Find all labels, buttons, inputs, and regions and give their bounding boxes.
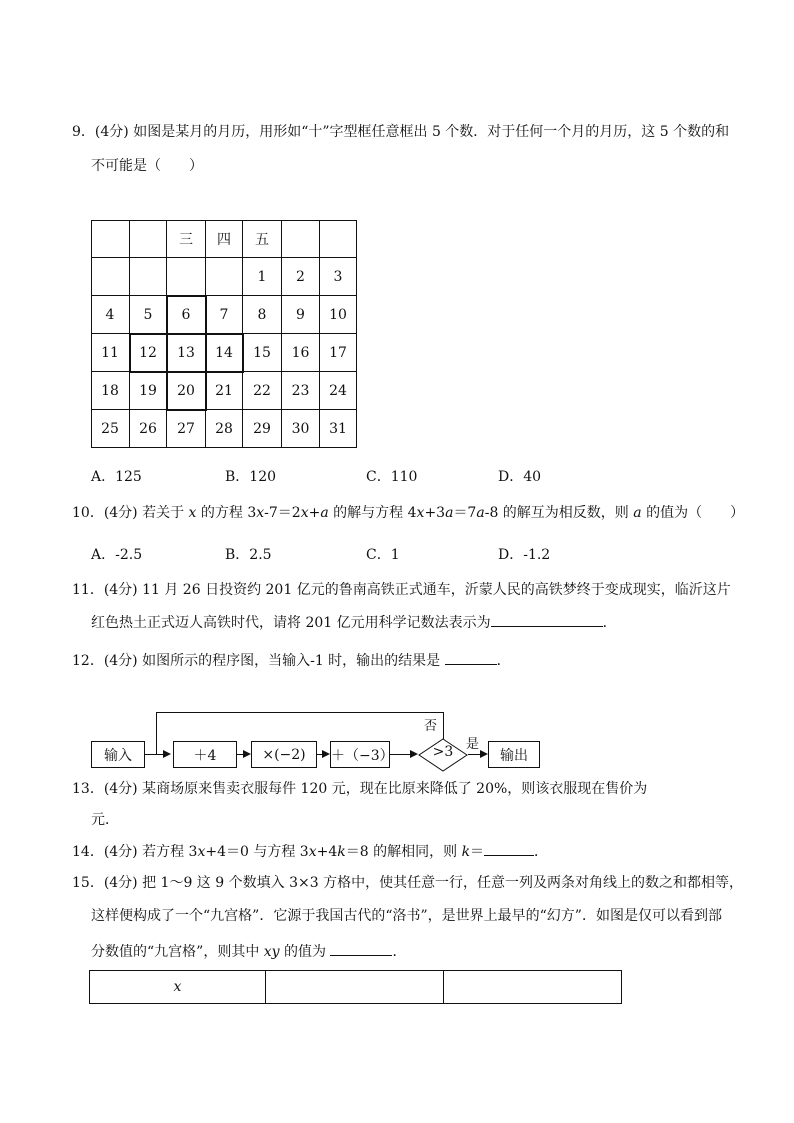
q9-line1: 9．(4分) 如图是某月的月历，用形如“十”字型框任意框出 5 个数．对于任何一个月的月历，这 5 个数的和	[72, 124, 730, 140]
calendar-cell: 27	[167, 410, 206, 448]
calendar-cell: 2	[282, 258, 320, 296]
q15-line3: 分数值的“九宫格”，则其中 xy 的值为 ．	[91, 941, 406, 962]
arrow-icon	[480, 750, 488, 758]
calendar-cell: 21	[206, 372, 243, 410]
q11-line1: 11．(4分) 11 月 26 日投资约 201 亿元的鲁南高铁正式通车，沂蒙人民的高铁梦终于变成现实，临沂这片	[72, 582, 731, 598]
flow-step-plus4: ＋4	[173, 741, 237, 768]
q9-option-c: C．110	[366, 469, 418, 485]
q10-stem: 10．(4分) 若关于 x 的方程 3x-7＝2x+a 的解与方程 4x+3a＝7a-8 的解互为相反数，则 a 的值为（ ）	[72, 505, 745, 521]
q10-option-d: D．-1.2	[498, 547, 551, 563]
q11-answer-blank[interactable]	[491, 612, 603, 627]
q9-line2: 不可能是（ ）	[91, 158, 203, 174]
magic-cell	[266, 971, 444, 1003]
flow-yes-label: 是	[466, 737, 480, 752]
calendar-cell: 15	[243, 334, 282, 372]
calendar-cell	[167, 258, 206, 296]
q12-line: 12．(4分) 如图所示的程序图，当输入-1 时，输出的结果是 ．	[72, 650, 511, 671]
flow-no-label: 否	[424, 719, 438, 734]
calendar-cell: 16	[282, 334, 320, 372]
q10-option-b: B．2.5	[225, 547, 272, 563]
calendar-cell	[91, 220, 130, 258]
calendar-cell: 9	[282, 296, 320, 334]
arrow-icon	[410, 750, 418, 758]
calendar-cell	[130, 258, 167, 296]
magic-square-grid	[89, 970, 622, 1004]
calendar-cell	[206, 258, 243, 296]
calendar-cell: 24	[320, 372, 357, 410]
arrow-icon	[163, 750, 171, 758]
q9-option-b: B．120	[225, 469, 277, 485]
q9-option-d: D．40	[498, 469, 542, 485]
calendar-cell: 13	[167, 334, 206, 372]
flow-input-box: 输入	[91, 741, 145, 768]
calendar-cell	[91, 258, 130, 296]
calendar-cell: 22	[243, 372, 282, 410]
calendar-cell: 四	[206, 220, 243, 258]
calendar-cell: 5	[130, 296, 167, 334]
magic-cell-x: x	[90, 971, 266, 1003]
calendar-cell: 3	[320, 258, 357, 296]
calendar-cell: 25	[91, 410, 130, 448]
calendar-cell	[282, 220, 320, 258]
calendar-cell: 6	[167, 296, 206, 334]
calendar-cell: 17	[320, 334, 357, 372]
calendar-cell: 1	[243, 258, 282, 296]
q13-line1: 13．(4分) 某商场原来售卖衣服每件 120 元，现在比原来降低了 20%，则该衣服现在售价为	[72, 781, 648, 797]
q13-line2: 元．	[91, 812, 119, 828]
q11-line2: 红色热土正式迈人高铁时代，请将 201 亿元用科学记数法表示为 ．	[91, 612, 617, 633]
q9-option-a: A．125	[91, 469, 142, 485]
arrow-icon	[322, 750, 330, 758]
calendar-cell: 12	[130, 334, 167, 372]
calendar-cell: 10	[320, 296, 357, 334]
q14-answer-blank[interactable]	[484, 841, 534, 856]
q12-answer-blank[interactable]	[445, 650, 497, 665]
calendar-cell: 31	[320, 410, 357, 448]
calendar-cell	[130, 220, 167, 258]
q15-answer-blank[interactable]	[330, 941, 392, 956]
calendar-cell: 7	[206, 296, 243, 334]
flow-step-plus-neg3: ＋（−3）	[330, 741, 390, 768]
q10-option-a: A．-2.5	[91, 547, 143, 563]
flow-decision-label: >3	[432, 744, 454, 760]
calendar-cell: 19	[130, 372, 167, 410]
calendar-cell: 18	[91, 372, 130, 410]
calendar-cell: 30	[282, 410, 320, 448]
flow-output-box: 输出	[488, 741, 540, 768]
calendar-cell: 11	[91, 334, 130, 372]
q15-line2: 这样便构成了一个“九宫格”．它源于我国古代的“洛书”，是世界上最早的“幻方”．如图是仅可以看到部	[91, 908, 722, 924]
calendar-cell: 三	[167, 220, 206, 258]
calendar-cell	[320, 220, 357, 258]
calendar-cell: 4	[91, 296, 130, 334]
calendar-cell: 20	[167, 372, 206, 410]
flow-step-times-neg2: ×(−2)	[251, 741, 317, 768]
calendar-cell: 8	[243, 296, 282, 334]
q15-line1: 15．(4分) 把 1～9 这 9 个数填入 3×3 方格中，使其任意一行，任意一列及两条对角线上的数之和都相等，	[72, 875, 744, 891]
calendar-cell: 29	[243, 410, 282, 448]
q10-option-c: C．1	[366, 547, 400, 563]
arrow-icon	[243, 750, 251, 758]
calendar-cell: 28	[206, 410, 243, 448]
calendar-cell: 14	[206, 334, 243, 372]
magic-cell	[444, 971, 621, 1003]
calendar-cell: 五	[243, 220, 282, 258]
calendar-cell: 26	[130, 410, 167, 448]
calendar-table	[91, 220, 357, 450]
q14-line: 14．(4分) 若方程 3x+4＝0 与方程 3x+4k＝8 的解相同，则 k＝ ．	[72, 841, 548, 862]
calendar-cell: 23	[282, 372, 320, 410]
